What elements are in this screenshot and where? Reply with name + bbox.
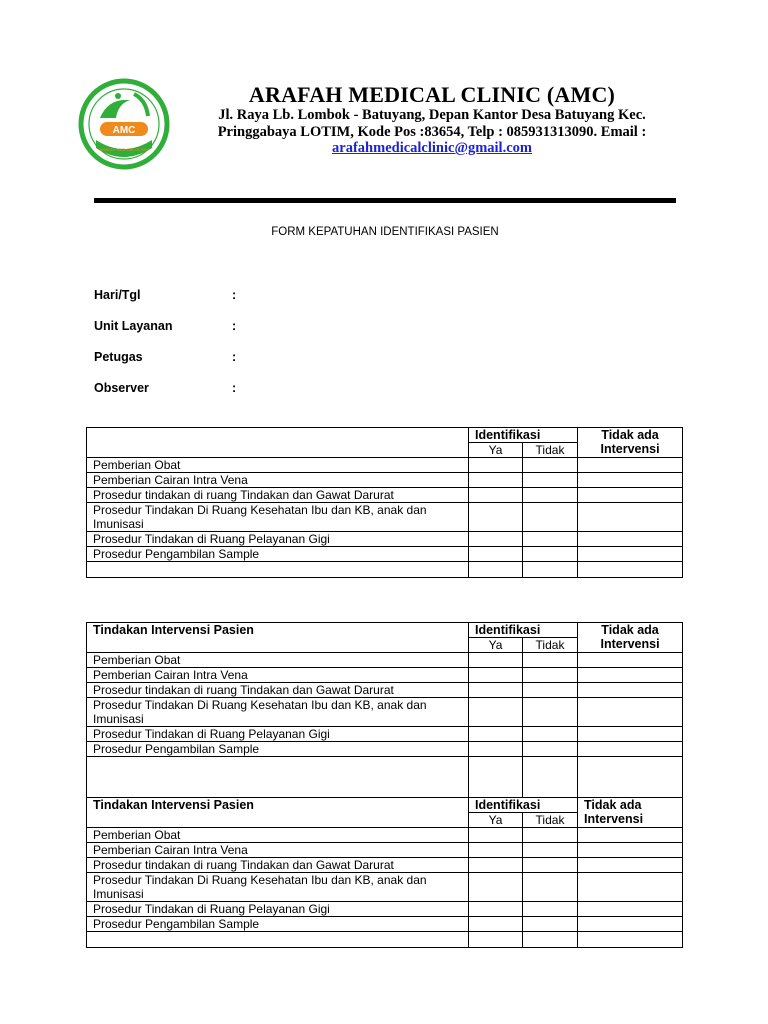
col-identifikasi: Identifikasi xyxy=(469,428,578,443)
ya-cell[interactable] xyxy=(469,828,523,843)
row-label: Pemberian Cairan Intra Vena xyxy=(87,473,469,488)
email-line xyxy=(190,140,674,157)
field-label-unit-layanan: Unit Layanan xyxy=(94,319,173,333)
row-label: Prosedur Tindakan di Ruang Pelayanan Gigi xyxy=(87,727,469,742)
ya-cell[interactable] xyxy=(469,902,523,917)
field-label-observer: Observer xyxy=(94,381,149,395)
col-tidak: Tidak xyxy=(523,443,578,458)
tidak-cell[interactable] xyxy=(523,503,578,532)
logo-text: AMC xyxy=(112,125,136,136)
field-colon: : xyxy=(232,381,237,395)
header-blank-cell xyxy=(87,428,469,458)
ya-cell[interactable] xyxy=(469,547,523,562)
clinic-logo xyxy=(78,78,170,170)
field-label-hari-tgl: Hari/Tgl xyxy=(94,288,141,302)
tidak-cell[interactable] xyxy=(523,917,578,932)
tidak-ada-cell[interactable] xyxy=(578,532,683,547)
table-row xyxy=(87,742,683,757)
blank-row xyxy=(87,757,683,798)
ya-cell[interactable] xyxy=(469,843,523,858)
col-tidak-ada-intervensi: Tidak ada Intervensi xyxy=(578,623,683,653)
ya-cell[interactable] xyxy=(469,503,523,532)
col-tidak: Tidak xyxy=(523,638,578,653)
tidak-ada-cell[interactable] xyxy=(578,683,683,698)
tidak-ada-cell[interactable] xyxy=(578,843,683,858)
tidak-ada-cell[interactable] xyxy=(578,488,683,503)
header-divider xyxy=(94,198,676,203)
field-colon: : xyxy=(232,350,237,364)
tidak-ada-cell[interactable] xyxy=(578,828,683,843)
table-header-row xyxy=(87,798,683,813)
table-row xyxy=(87,858,683,873)
table-row xyxy=(87,668,683,683)
tidak-cell[interactable] xyxy=(523,873,578,902)
tidak-ada-cell[interactable] xyxy=(578,653,683,668)
row-label: Prosedur tindakan di ruang Tindakan dan Gawat Darurat xyxy=(87,488,469,503)
tidak-ada-cell[interactable] xyxy=(578,902,683,917)
compliance-table-1 xyxy=(86,427,683,578)
tidak-ada-cell[interactable] xyxy=(578,458,683,473)
clinic-name: ARAFAH MEDICAL CLINIC (AMC) xyxy=(248,82,616,107)
row-label: Pemberian Obat xyxy=(87,828,469,843)
tidak-ada-cell[interactable] xyxy=(578,917,683,932)
col-tidak-ada-intervensi: Tidak ada Intervensi xyxy=(578,798,683,828)
compliance-table-2 xyxy=(86,622,683,948)
row-label: Pemberian Obat xyxy=(87,653,469,668)
table-row xyxy=(87,698,683,727)
row-label: Prosedur Tindakan di Ruang Pelayanan Gigi xyxy=(87,902,469,917)
table-row xyxy=(87,473,683,488)
form-title: FORM KEPATUHAN IDENTIFIKASI PASIEN xyxy=(271,226,499,238)
tidak-ada-cell[interactable] xyxy=(578,473,683,488)
row-label: Prosedur Tindakan Di Ruang Kesehatan Ibu dan KB, anak dan Imunisasi xyxy=(87,503,469,532)
ya-cell[interactable] xyxy=(469,858,523,873)
tidak-cell[interactable] xyxy=(523,843,578,858)
table-row xyxy=(87,873,683,902)
tidak-cell[interactable] xyxy=(523,742,578,757)
table-row xyxy=(87,727,683,742)
tidak-cell[interactable] xyxy=(523,698,578,727)
field-colon: : xyxy=(232,288,237,302)
tidak-cell[interactable] xyxy=(523,488,578,503)
row-label: Prosedur Pengambilan Sample xyxy=(87,742,469,757)
field-colon: : xyxy=(232,319,237,333)
section-title: Tindakan Intervensi Pasien xyxy=(87,798,469,828)
tidak-ada-cell[interactable] xyxy=(578,547,683,562)
tidak-ada-cell[interactable] xyxy=(578,858,683,873)
ya-cell[interactable] xyxy=(469,917,523,932)
ya-cell[interactable] xyxy=(469,727,523,742)
row-label: Prosedur tindakan di ruang Tindakan dan Gawat Darurat xyxy=(87,858,469,873)
ya-cell[interactable] xyxy=(469,698,523,727)
row-label: Prosedur Tindakan Di Ruang Kesehatan Ibu dan KB, anak dan Imunisasi xyxy=(87,873,469,902)
col-ya: Ya xyxy=(469,443,523,458)
blank-row xyxy=(87,562,683,578)
col-ya: Ya xyxy=(469,638,523,653)
ya-cell[interactable] xyxy=(469,458,523,473)
table-header-row xyxy=(87,623,683,638)
blank-row xyxy=(87,932,683,948)
table-row xyxy=(87,828,683,843)
logo-ring-text: ARAFAH MEDICAL CLINIC xyxy=(99,147,149,152)
row-label: Prosedur Pengambilan Sample xyxy=(87,917,469,932)
table-row xyxy=(87,917,683,932)
table-row xyxy=(87,843,683,858)
row-label: Prosedur Tindakan Di Ruang Kesehatan Ibu dan KB, anak dan Imunisasi xyxy=(87,698,469,727)
ya-cell[interactable] xyxy=(469,488,523,503)
table-row xyxy=(87,532,683,547)
col-identifikasi: Identifikasi xyxy=(469,798,578,813)
tidak-cell[interactable] xyxy=(523,532,578,547)
tidak-cell[interactable] xyxy=(523,727,578,742)
col-ya: Ya xyxy=(469,813,523,828)
tidak-ada-cell[interactable] xyxy=(578,503,683,532)
section-title: Tindakan Intervensi Pasien xyxy=(87,623,469,653)
address-line-1: Jl. Raya Lb. Lombok - Batuyang, Depan Kantor Desa Batuyang Kec. xyxy=(218,107,646,123)
table-row xyxy=(87,902,683,917)
tidak-cell[interactable] xyxy=(523,683,578,698)
tidak-ada-cell[interactable] xyxy=(578,742,683,757)
row-label: Pemberian Cairan Intra Vena xyxy=(87,843,469,858)
table-row xyxy=(87,488,683,503)
tidak-cell[interactable] xyxy=(523,547,578,562)
table-row xyxy=(87,503,683,532)
row-label: Prosedur tindakan di ruang Tindakan dan Gawat Darurat xyxy=(87,683,469,698)
ya-cell[interactable] xyxy=(469,532,523,547)
tidak-ada-cell[interactable] xyxy=(578,698,683,727)
table-row xyxy=(87,458,683,473)
table-header-row xyxy=(87,428,683,443)
email-link[interactable]: arafahmedicalclinic@gmail.com xyxy=(332,140,532,156)
col-identifikasi: Identifikasi xyxy=(469,623,578,638)
tidak-ada-cell[interactable] xyxy=(578,668,683,683)
tidak-cell[interactable] xyxy=(523,653,578,668)
tidak-cell[interactable] xyxy=(523,458,578,473)
ya-cell[interactable] xyxy=(469,873,523,902)
ya-cell[interactable] xyxy=(469,742,523,757)
ya-cell[interactable] xyxy=(469,668,523,683)
ya-cell[interactable] xyxy=(469,653,523,668)
tidak-cell[interactable] xyxy=(523,828,578,843)
ya-cell[interactable] xyxy=(469,473,523,488)
tidak-ada-cell[interactable] xyxy=(578,873,683,902)
row-label: Pemberian Cairan Intra Vena xyxy=(87,668,469,683)
row-label: Pemberian Obat xyxy=(87,458,469,473)
tidak-cell[interactable] xyxy=(523,858,578,873)
table-row xyxy=(87,547,683,562)
row-label: Prosedur Pengambilan Sample xyxy=(87,547,469,562)
tidak-cell[interactable] xyxy=(523,473,578,488)
address-line-2: Pringgabaya LOTIM, Kode Pos :83654, Telp : 085931313090. Email : xyxy=(217,124,647,140)
row-label: Prosedur Tindakan di Ruang Pelayanan Gigi xyxy=(87,532,469,547)
tidak-cell[interactable] xyxy=(523,668,578,683)
col-tidak-ada-intervensi: Tidak ada Intervensi xyxy=(578,428,683,458)
col-tidak: Tidak xyxy=(523,813,578,828)
table-row xyxy=(87,653,683,668)
tidak-cell[interactable] xyxy=(523,902,578,917)
tidak-ada-cell[interactable] xyxy=(578,727,683,742)
table-row xyxy=(87,683,683,698)
field-label-petugas: Petugas xyxy=(94,350,143,364)
ya-cell[interactable] xyxy=(469,683,523,698)
